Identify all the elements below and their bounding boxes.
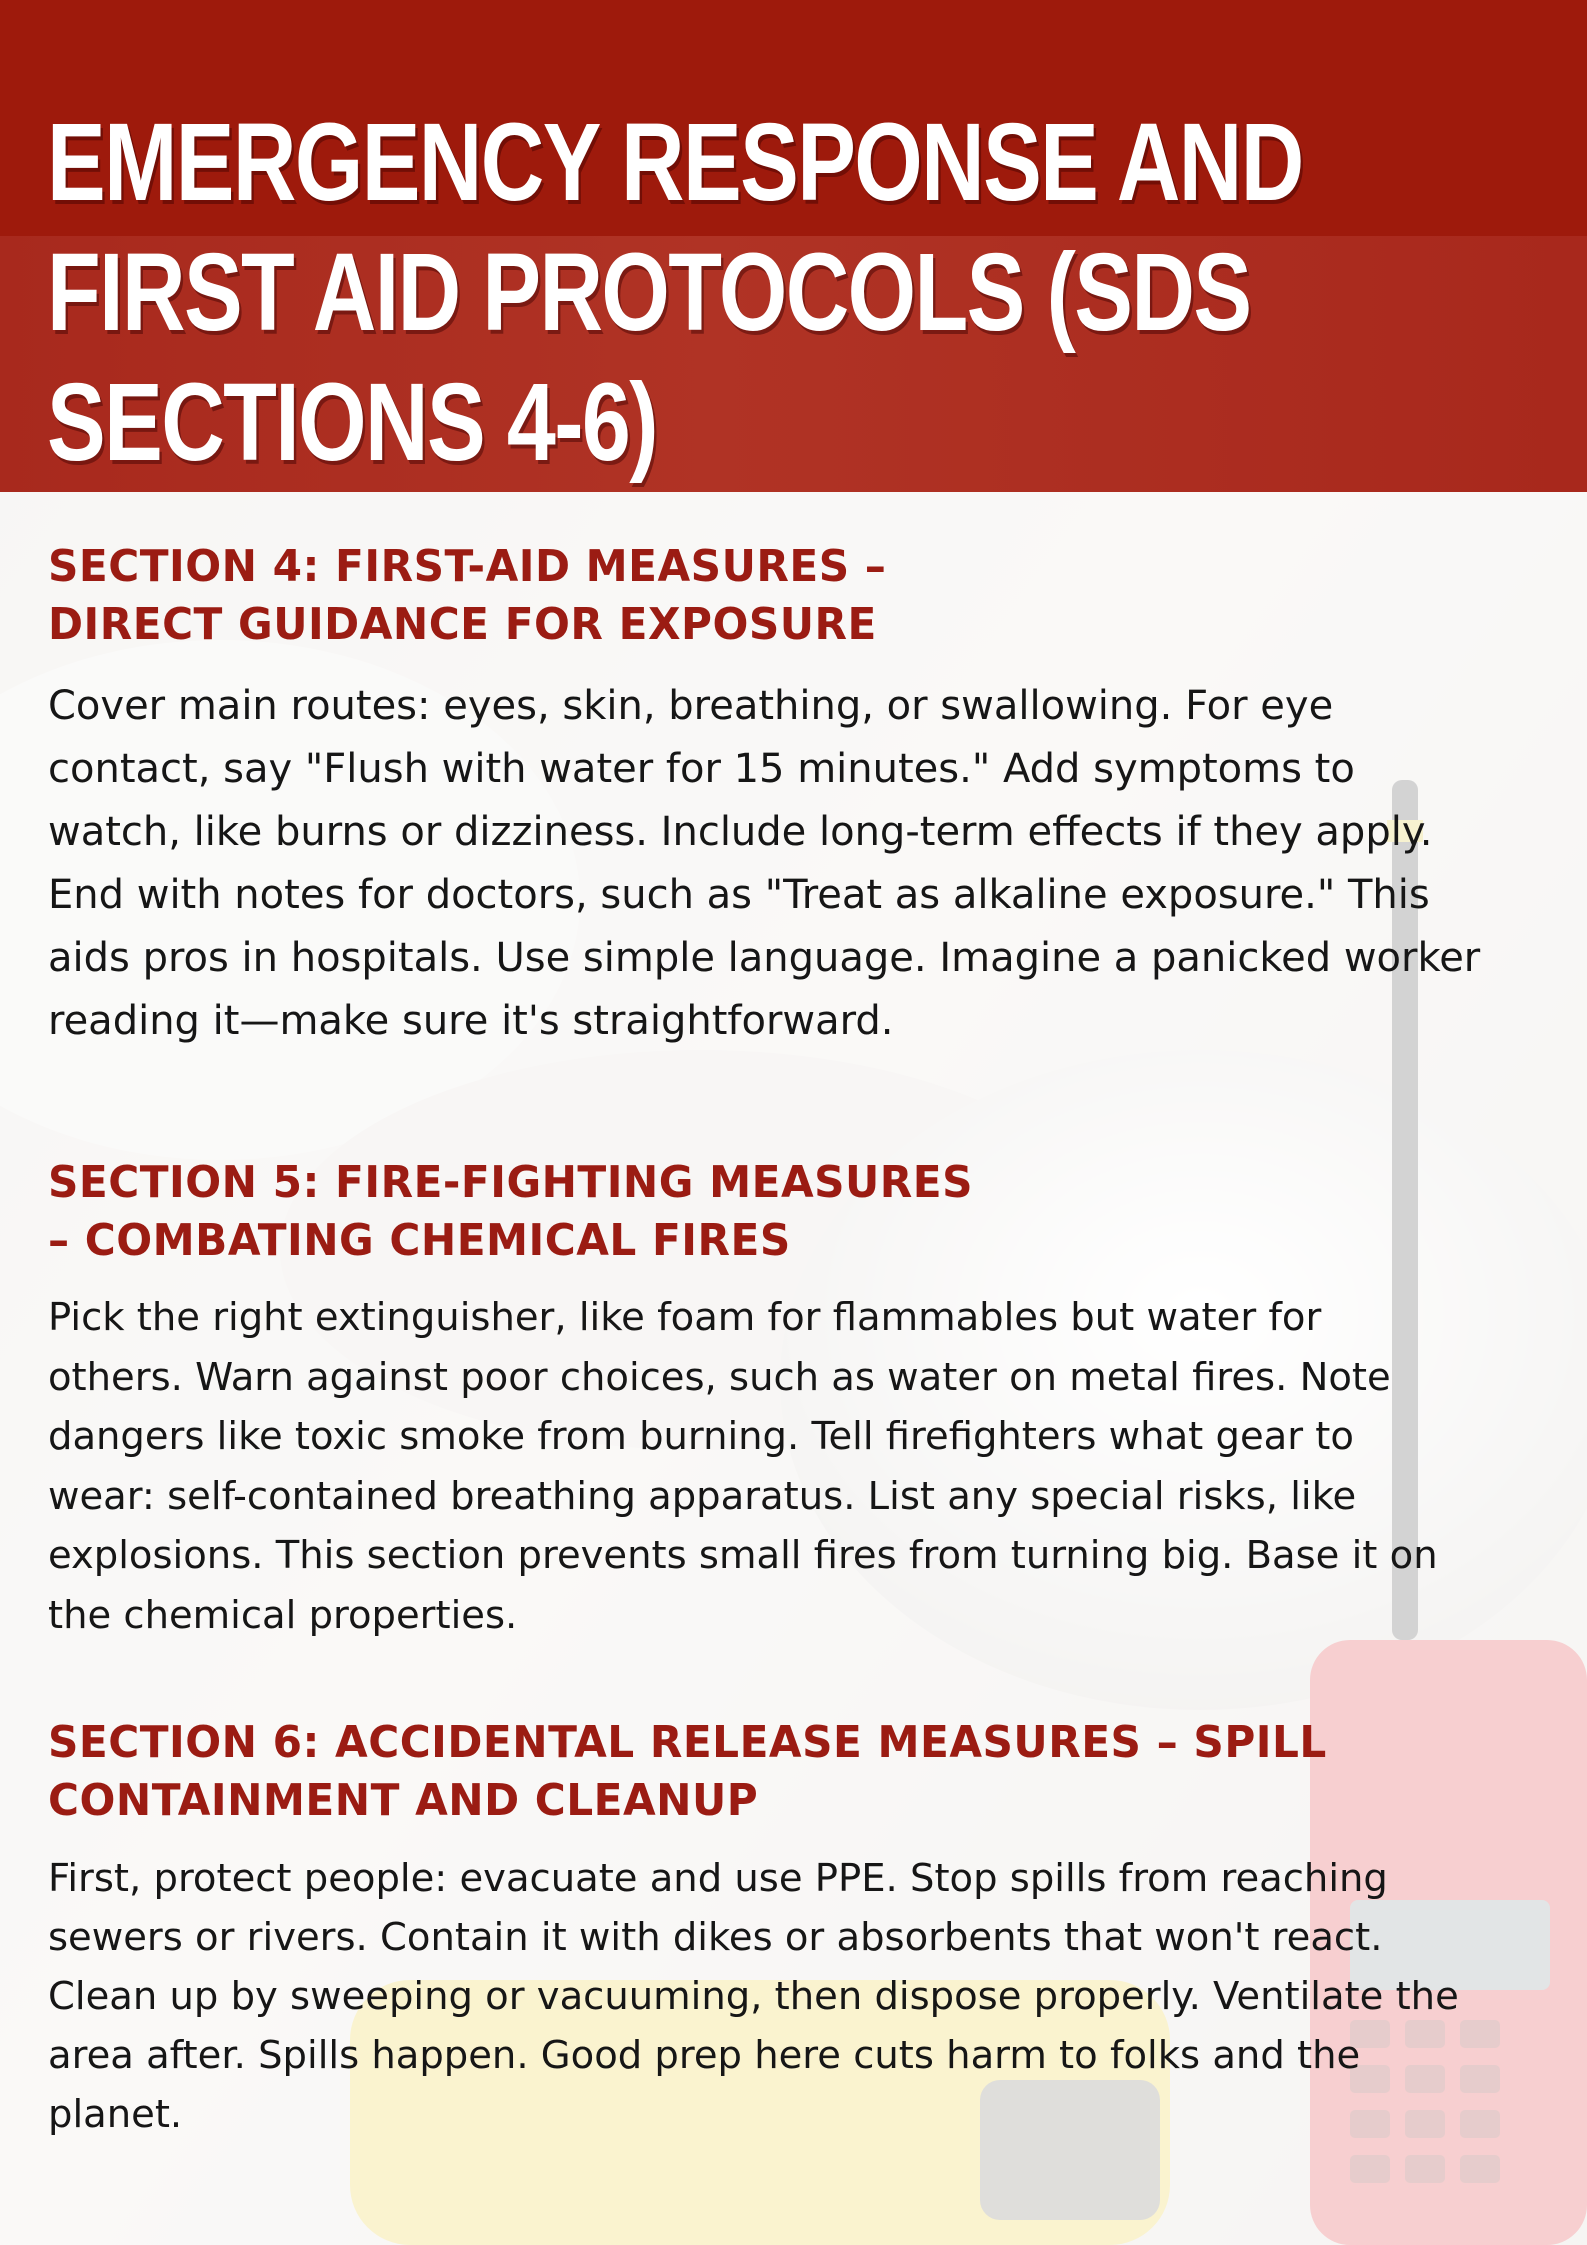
section-6-heading: SECTION 6: ACCIDENTAL RELEASE MEASURES – SPILL CONTAINMENT AND CLEANUP <box>48 1717 1327 1826</box>
header-banner <box>0 0 1587 492</box>
section-6-body: First, protect people: evacuate and use PPE. Stop spills from reaching sewers or rivers. Contain it with dikes or absorbents that won't react. Clean up by sweeping or vacuuming, then dispose properly. Ventilate the area after. Spills happen. Good prep here cuts harm to folks and the planet. <box>48 1856 1459 2137</box>
section-5-heading: SECTION 5: FIRE-FIGHTING MEASURES – COMBATING CHEMICAL FIRES <box>48 1157 974 1266</box>
page-title: EMERGENCY RESPONSE AND FIRST AID PROTOCOLS (SDS SECTIONS 4-6) <box>47 101 1303 484</box>
section-4-heading: SECTION 4: FIRST-AID MEASURES – DIRECT GUIDANCE FOR EXPOSURE <box>48 541 887 650</box>
section-5-body: Pick the right extinguisher, like foam for flammables but water for others. Warn against poor choices, such as water on metal fires. Note dangers like toxic smoke from burning. Tell firefighters what gear to wear: self-contained breathing apparatus. List any special risks, like explosions. This section prevents small fires from turning big. Base it on the chemical properties. <box>48 1295 1438 1638</box>
section-4-body: Cover main routes: eyes, skin, breathing, or swallowing. For eye contact, say "Flush with water for 15 minutes." Add symptoms to watch, like burns or dizziness. Include long-term effects if they apply. End with notes for doctors, such as "Treat as alkaline exposure." This aids pros in hospitals. Use simple language. Imagine a panicked worker reading it—make sure it's straightforward. <box>48 683 1481 1044</box>
